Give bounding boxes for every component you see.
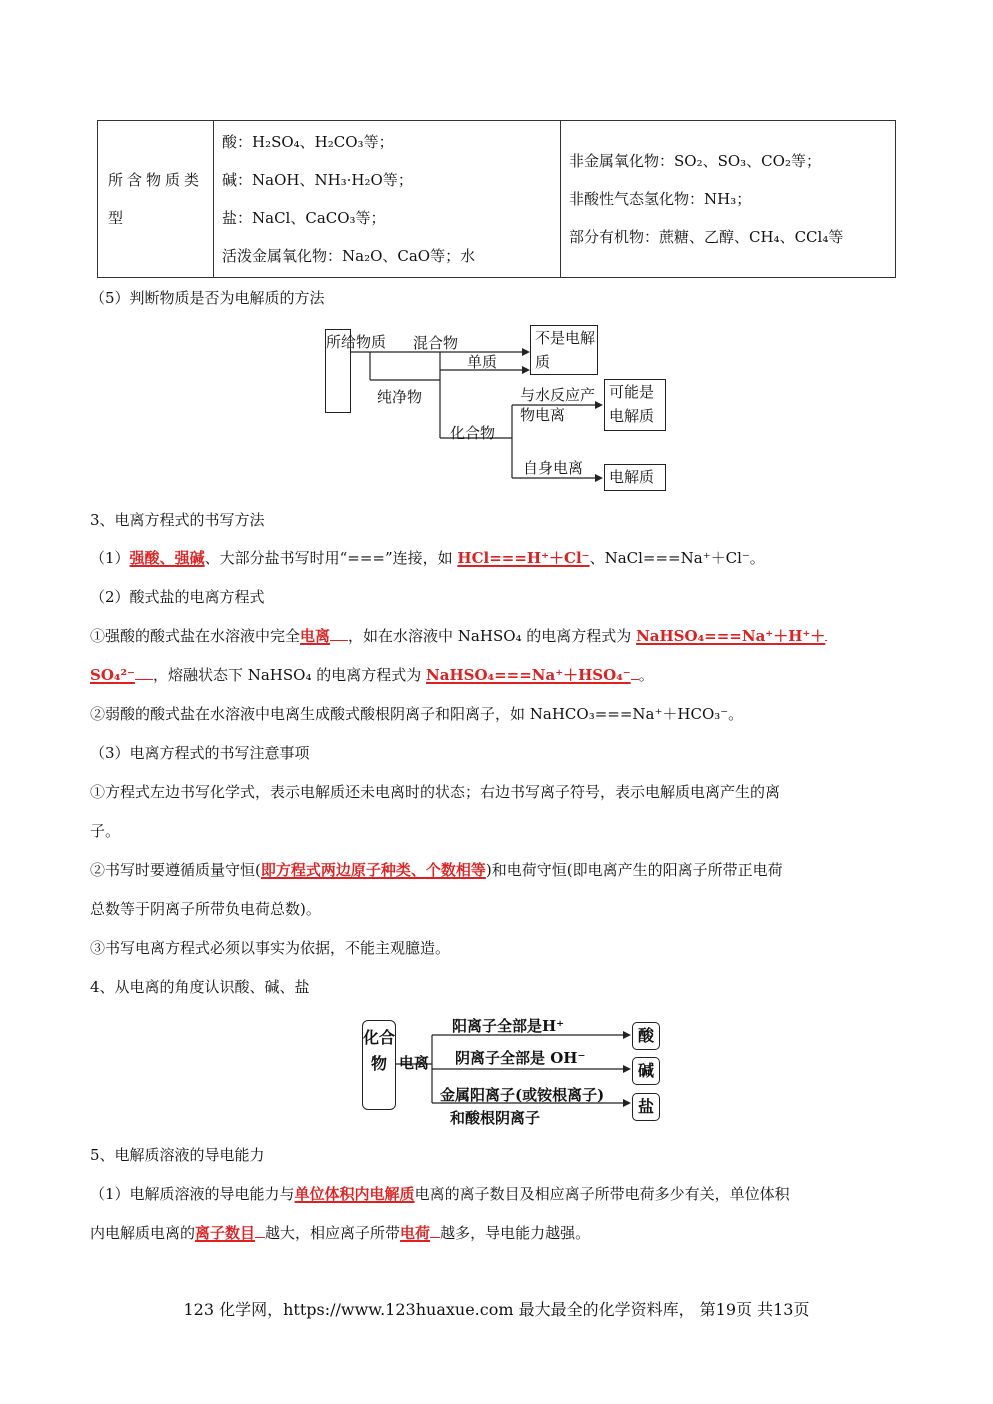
paragraph-conductivity-2: 内电解质电离的离子数目 越大，相应离子所带电荷 越多，导电能力越强。 (90, 1224, 591, 1242)
paragraph-note-1-cont: 子。 (90, 822, 121, 840)
paragraph-conductivity-1: （1）电解质溶液的导电能力与单位体积内电解质电离的离子数目及相应离子所带电荷多少有关，单位体积 (90, 1185, 790, 1203)
ionize-label: 电离 (399, 1054, 430, 1072)
acid-box: 酸 (632, 1022, 660, 1050)
answer-charge: 电荷 (400, 1224, 431, 1242)
heading-4: 4、从电离的角度认识酸、碱、盐 (90, 978, 310, 996)
paragraph-note-2-cont: 总数等于阴离子所带负电荷总数)。 (90, 900, 321, 918)
table-item: 部分有机物：蔗糖、乙醇、CH₄、CCl₄等 (569, 228, 844, 246)
answer-hcl-equation: HCl===H⁺＋Cl⁻ (457, 549, 590, 567)
table-item: 非金属氧化物：SO₂、SO₃、CO₂等； (569, 152, 821, 170)
answer-so4: SO₄²⁻ (90, 666, 135, 684)
table-row-label: 所含物质类型 (98, 121, 214, 278)
paragraph-acid-salt-title: （2）酸式盐的电离方程式 (90, 588, 265, 606)
compound-box: 化合物 (362, 1020, 396, 1110)
paragraph-weak-acid-salt: ②弱酸的酸式盐在水溶液中电离生成酸式酸根阴离子和阳离子，如 NaHCO₃===Na⁺＋HCO₃⁻。 (90, 705, 744, 723)
answer-nahso4-molten: NaHSO₄===Na⁺＋HSO₄⁻ (426, 666, 631, 684)
paragraph-strong-acid-salt: ①强酸的酸式盐在水溶液中完全电离 ，如在水溶液中 NaHSO₄ 的电离方程式为 NaHSO₄===Na⁺＋H⁺＋ (90, 627, 826, 645)
pure-substance-label: 纯净物 (377, 388, 423, 406)
base-box: 碱 (632, 1057, 660, 1085)
answer-ionize: 电离 (300, 627, 331, 645)
answer-unit-volume: 单位体积内电解质 (294, 1185, 415, 1203)
table-item: 酸：H₂SO₄、H₂CO₃等； (222, 133, 394, 151)
salt-box: 盐 (632, 1093, 660, 1121)
mixture-label: 混合物 (413, 334, 459, 352)
table-item: 碱：NaOH、NH₃·H₂O等； (222, 171, 413, 189)
answer-ion-count: 离子数目 (195, 1224, 256, 1242)
paragraph-note-1: ①方程式左边书写化学式，表示电解质还未电离时的状态；右边书写离子符号，表示电解质电离产生的离 (90, 783, 781, 801)
not-electrolyte-box: 不是电解质 (530, 325, 598, 375)
maybe-electrolyte-box: 可能是电解质 (604, 379, 666, 431)
react-with-water-label: 与水反应产物电离 (520, 386, 596, 424)
non-electrolyte-types-cell (561, 121, 896, 278)
section-5-title: （5）判断物质是否为电解质的方法 (90, 289, 325, 307)
table-item: 非酸性气态氢化物：NH₃； (569, 190, 752, 208)
paragraph-note-3: ③书写电离方程式必须以事实为依据，不能主观臆造。 (90, 939, 451, 957)
anion-oh-label: 阴离子全部是 OH⁻ (455, 1049, 586, 1067)
paragraph-note-2: ②书写时要遵循质量守恒(即方程式两边原子种类、个数相等)和电荷守恒(即电离产生的阳离子所带正电荷 (90, 861, 783, 879)
paragraph-strong-acid-salt-cont: SO₄²⁻ ，熔融状态下 NaHSO₄ 的电离方程式为 NaHSO₄===Na⁺＋HSO₄⁻ 。 (90, 666, 654, 684)
self-ionize-label: 自身电离 (523, 459, 584, 477)
heading-3: 3、电离方程式的书写方法 (90, 511, 265, 529)
metal-cation-label: 金属阳离子(或铵根离子) (440, 1086, 605, 1104)
given-substance-box: 所给物质 (325, 329, 351, 413)
compound-label: 化合物 (450, 424, 496, 442)
table-item: 盐：NaCl、CaCO₃等； (222, 209, 386, 227)
answer-strong-base: 强碱 (174, 549, 205, 567)
acid-radical-label: 和酸根阴离子 (450, 1109, 541, 1127)
cation-h-label: 阳离子全部是H⁺ (452, 1017, 565, 1035)
element-label: 单质 (467, 353, 498, 371)
paragraph-strong-electrolyte: （1）强酸、强碱、大部分盐书写时用“===”连接，如 HCl===H⁺＋Cl⁻、NaCl===Na⁺＋Cl⁻。 (90, 549, 765, 567)
substance-type-table (97, 120, 896, 278)
heading-5: 5、电解质溶液的导电能力 (90, 1146, 265, 1164)
answer-strong-acid: 强酸 (129, 549, 160, 567)
electrolyte-types-cell (214, 121, 561, 278)
table-item: 活泼金属氧化物：Na₂O、CaO等；水 (222, 247, 476, 265)
answer-mass-conservation: 即方程式两边原子种类、个数相等 (260, 861, 486, 879)
answer-nahso4-aqueous: NaHSO₄===Na⁺＋H⁺＋ (636, 627, 826, 645)
paragraph-notes-title: （3）电离方程式的书写注意事项 (90, 744, 310, 762)
page-footer: 123 化学网，https://www.123huaxue.com 最大最全的化学资料库， 第19页 共13页 (183, 1300, 810, 1319)
electrolyte-box: 电解质 (604, 464, 666, 491)
